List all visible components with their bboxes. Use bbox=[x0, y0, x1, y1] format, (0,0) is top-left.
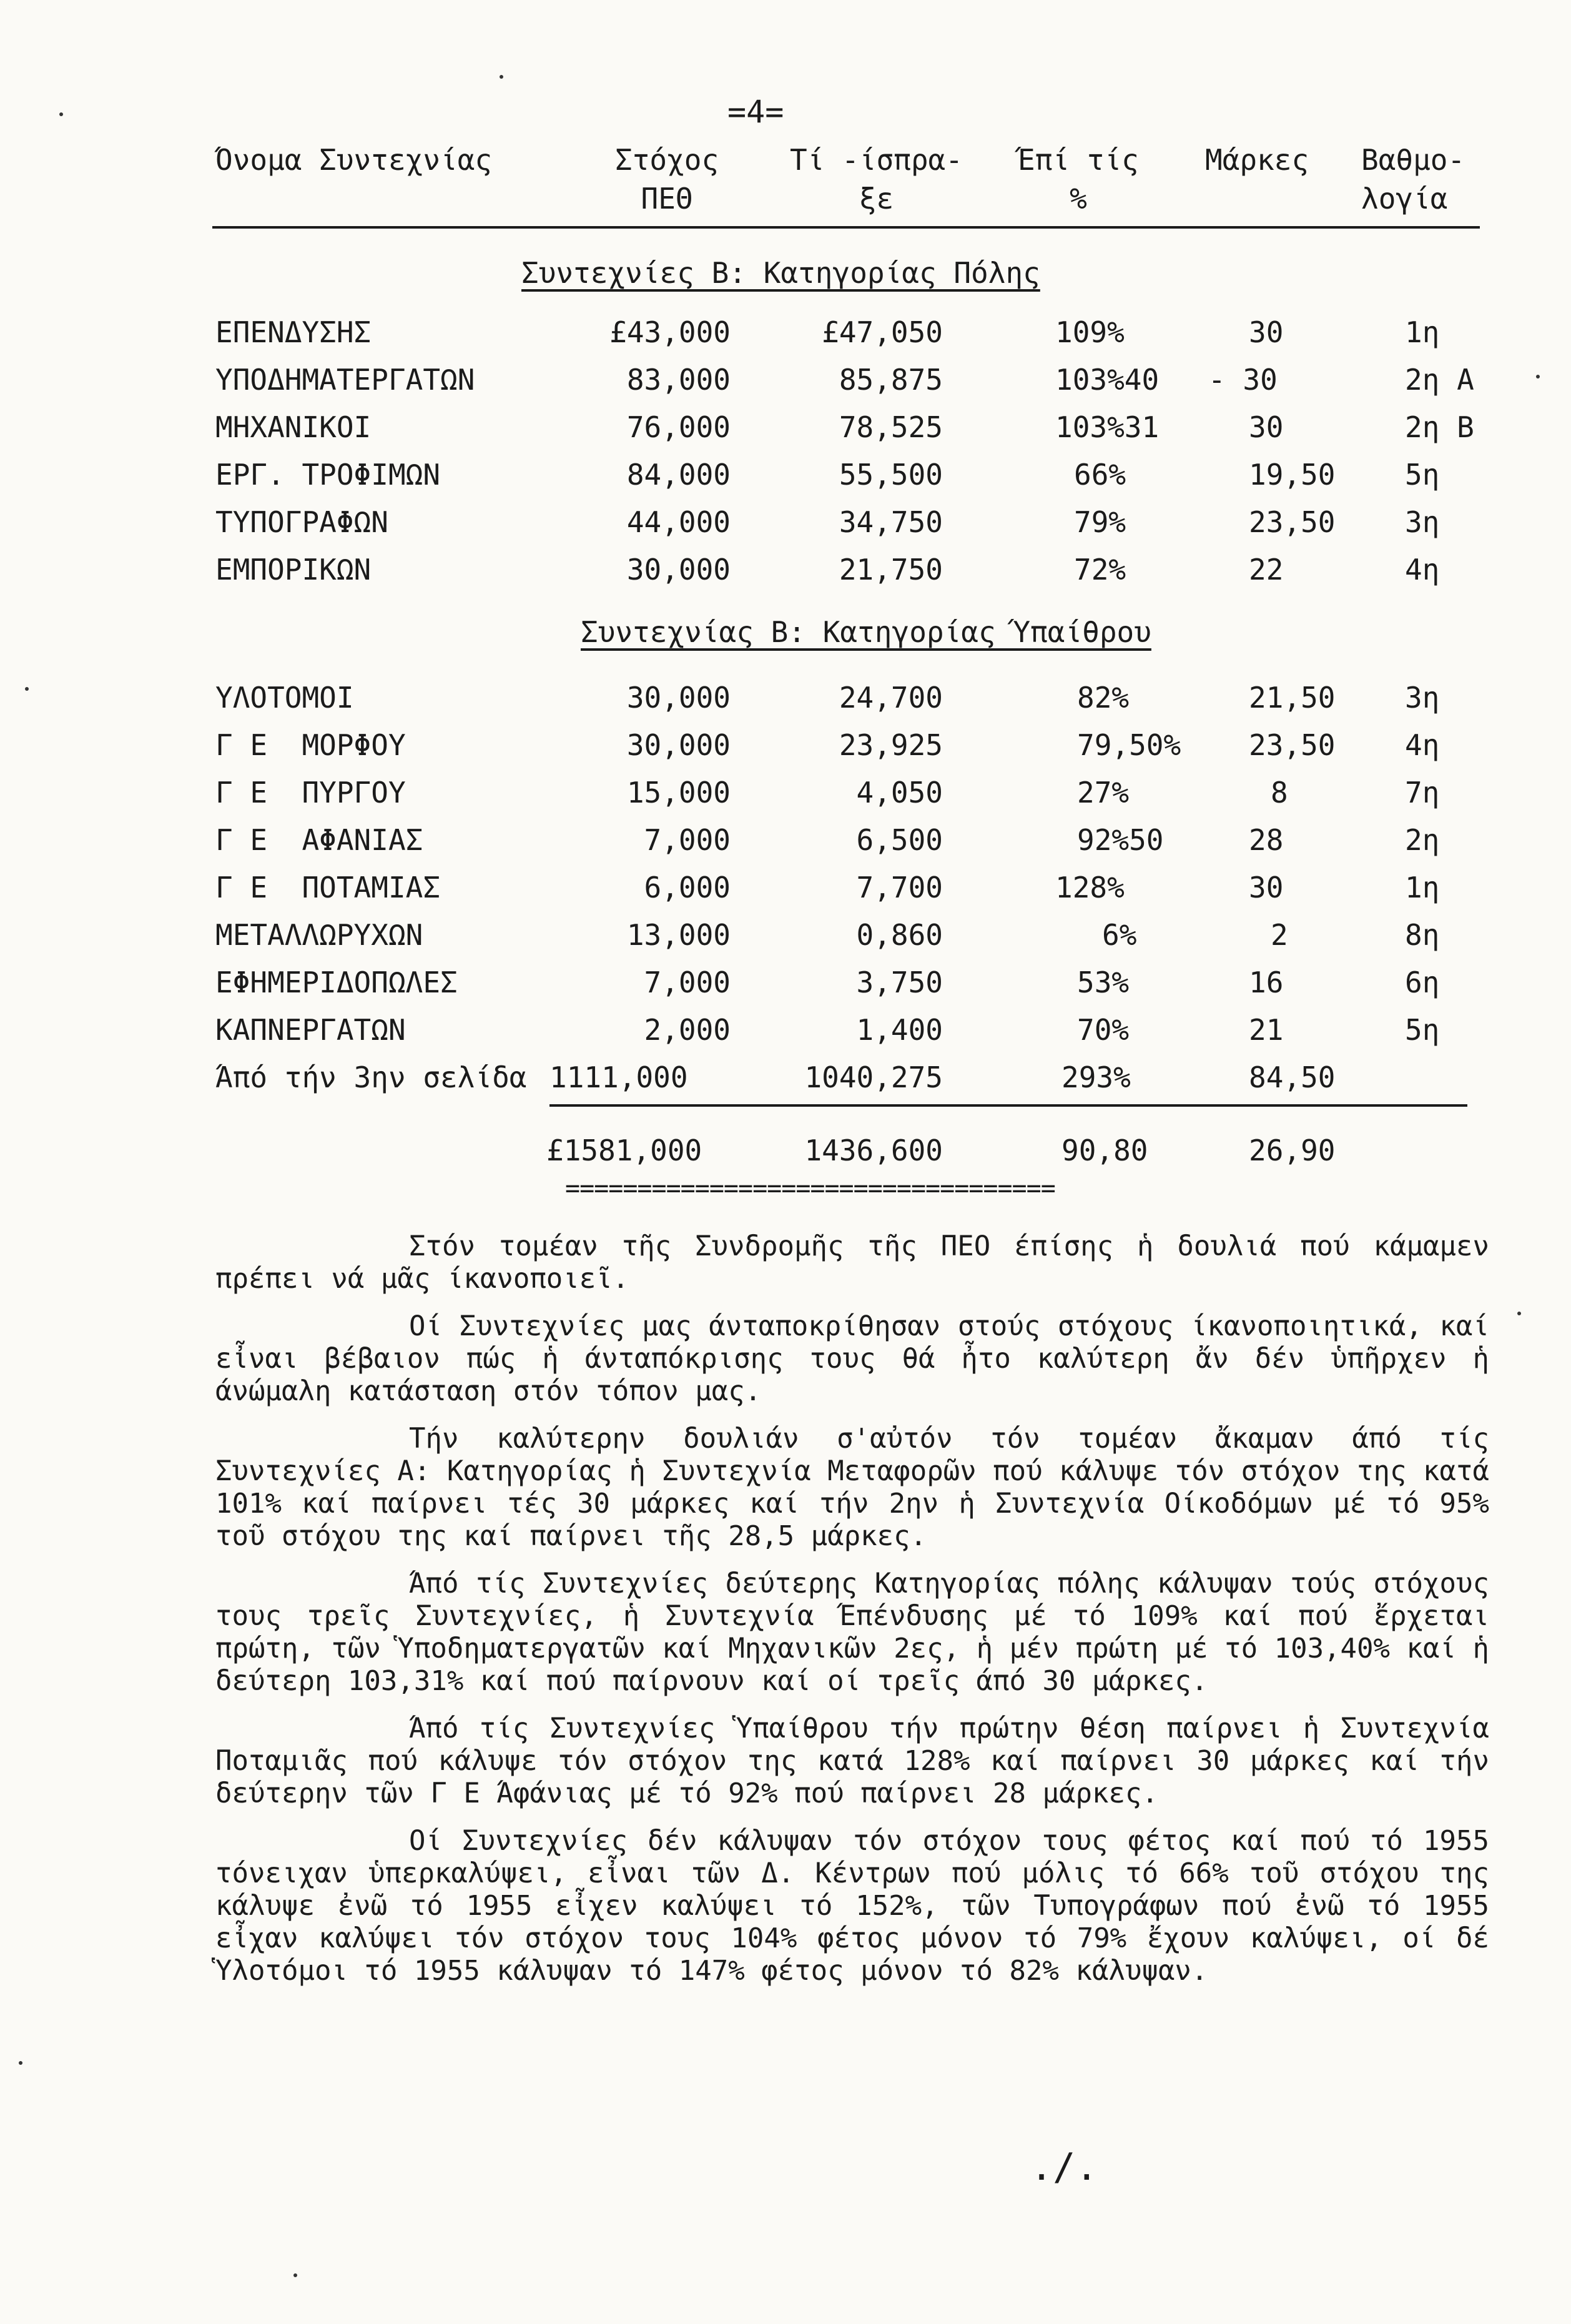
cell-percent: 70% bbox=[1077, 1013, 1130, 1047]
cell-marks: 21,50 bbox=[1249, 681, 1336, 715]
cell-target: 7,000 bbox=[644, 823, 731, 857]
paragraph: Οί Συντεχνίες δέν κάλυψαν τόν στόχον τους φέτος καί πού τό 1955 τόνειχαν ὑπερκαλύψει, εἶναι τῶν Δ. Κέντρων πού μόλις τό 66% τοῦ στόχου της κάλυψε ἐνῶ τό 1955 εἶχεν καλύψει τό 152%, τῶν Τυπογράφων πού ἐνῶ τό 1955 εἶχαν καλύψει τόν στόχον τους 104% φέτος μόνον τό 79% ἔχουν καλύψει, οί δέ Ὑλοτόμοι τό 1955 κάλυψαν τό 147% φέτος μόνον τό 82% κάλυψαν. bbox=[215, 1825, 1489, 1987]
cell-marks: 8 bbox=[1271, 776, 1288, 809]
cell-target: 84,000 bbox=[626, 458, 731, 492]
cell-percent: 103%40 bbox=[1055, 363, 1160, 397]
cell-target: 15,000 bbox=[626, 776, 731, 809]
cell-collected: 1040,275 bbox=[804, 1061, 943, 1094]
cell-percent: 92%50 bbox=[1077, 823, 1164, 857]
total-percent: 90,80 bbox=[1061, 1134, 1148, 1167]
cell-marks: 22 bbox=[1249, 553, 1284, 586]
cell-rank: 5η bbox=[1405, 458, 1440, 492]
cell-target: 1111,000 bbox=[549, 1061, 688, 1094]
cell-percent: 6% bbox=[1102, 918, 1137, 952]
cell-collected: 4,050 bbox=[856, 776, 943, 809]
table-row bbox=[0, 363, 1571, 410]
scan-speck bbox=[1517, 1312, 1521, 1315]
cell-marks: 30 bbox=[1249, 315, 1284, 349]
cell-percent: 79,50% bbox=[1077, 728, 1181, 762]
cell-name: ΕΠΕΝΔΥΣΗΣ bbox=[215, 315, 372, 349]
cell-name: ΤΥΠΟΓΡΑΦΩΝ bbox=[215, 505, 388, 539]
scan-speck bbox=[25, 687, 29, 691]
table-row bbox=[0, 505, 1571, 553]
cell-target: 76,000 bbox=[626, 410, 731, 444]
cell-marks: 19,50 bbox=[1249, 458, 1336, 492]
header-ranking: Βαθμο- λογία bbox=[1361, 143, 1465, 215]
cell-target: 7,000 bbox=[644, 966, 731, 999]
cell-rank: 2η Α bbox=[1405, 363, 1474, 397]
header-collected: Τί -ίσπρα- ξε bbox=[790, 143, 963, 215]
cell-marks: 21 bbox=[1249, 1013, 1284, 1047]
end-mark: ./. bbox=[1030, 2145, 1098, 2189]
cell-target: 83,000 bbox=[626, 363, 731, 397]
cell-collected: 0,860 bbox=[856, 918, 943, 952]
cell-collected: 7,700 bbox=[856, 871, 943, 904]
cell-name: Άπό τήν 3ην σελίδα bbox=[215, 1061, 527, 1094]
header-percent: Έπί τίς % bbox=[1018, 143, 1139, 215]
cell-target: 6,000 bbox=[644, 871, 731, 904]
header-target: Στόχος ΠΕΘ bbox=[615, 143, 719, 215]
cell-marks: 2 bbox=[1271, 918, 1288, 952]
cell-percent: 293% bbox=[1061, 1061, 1131, 1094]
cell-name: ΕΜΠΟΡΙΚΩΝ bbox=[215, 553, 372, 586]
cell-target: 44,000 bbox=[626, 505, 731, 539]
cell-rank: 1η bbox=[1405, 871, 1440, 904]
table-row bbox=[0, 966, 1571, 1013]
cell-percent: 72% bbox=[1074, 553, 1126, 586]
cell-marks: 28 bbox=[1249, 823, 1284, 857]
cell-marks: 16 bbox=[1249, 966, 1284, 999]
paragraph: Στόν τομέαν τῆς Συνδρομῆς τῆς ΠΕΟ έπίσης ἡ δουλιά πού κάμαμεν πρέπει νά μᾶς ίκανοποιεῖ. bbox=[215, 1230, 1489, 1295]
cell-rank: 3η bbox=[1405, 681, 1440, 715]
cell-name: ΥΠΟΔΗΜΑΤΕΡΓΑΤΩΝ bbox=[215, 363, 475, 397]
total-rule bbox=[549, 1104, 1467, 1107]
cell-percent: 66% bbox=[1074, 458, 1126, 492]
cell-target: 13,000 bbox=[626, 918, 731, 952]
cell-collected: 55,500 bbox=[839, 458, 943, 492]
table-row bbox=[0, 315, 1571, 363]
cell-name: ΕΡΓ. ΤΡΟΦΙΜΩΝ bbox=[215, 458, 441, 492]
cell-name: ΜΗΧΑΝΙΚΟΙ bbox=[215, 410, 372, 444]
cell-rank: 2η Β bbox=[1405, 410, 1474, 444]
cell-target: 30,000 bbox=[626, 728, 731, 762]
carry-over-row bbox=[0, 1061, 1571, 1108]
cell-target: 30,000 bbox=[626, 681, 731, 715]
cell-marks: 84,50 bbox=[1249, 1061, 1336, 1094]
cell-percent: 128% bbox=[1055, 871, 1125, 904]
cell-collected: 1,400 bbox=[856, 1013, 943, 1047]
header-name: Όνομα Συντεχνίας bbox=[215, 143, 493, 177]
cell-name: Γ Ε ΜΟΡΦΟΥ bbox=[215, 728, 406, 762]
table-row bbox=[0, 458, 1571, 505]
paragraph: Άπό τίς Συντεχνίες δεύτερης Κατηγορίας πόλης κάλυψαν τούς στόχους τους τρεῖς Συντεχνίες, ἡ Συντεχνία Έπένδυσης μέ τό 109% καί πού ἔρχεται πρώτη, τῶν Ὑποδηματεργατῶν καί Μηχανικῶν 2ες, ἡ μέν πρώτη μέ τό 103,40% καί ἡ δεύτερη 103,31% καί πού παίρνουν καί οί τρεῖς άπό 30 μάρκες. bbox=[215, 1568, 1489, 1697]
cell-percent: 109% bbox=[1055, 315, 1125, 349]
cell-collected: 34,750 bbox=[839, 505, 943, 539]
table-row bbox=[0, 410, 1571, 458]
page-number: =4= bbox=[727, 94, 784, 130]
table-row bbox=[0, 681, 1571, 728]
cell-target: 2,000 bbox=[644, 1013, 731, 1047]
cell-rank: 7η bbox=[1405, 776, 1440, 809]
cell-rank: 4η bbox=[1405, 728, 1440, 762]
cell-collected: 24,700 bbox=[839, 681, 943, 715]
cell-marks: 30 bbox=[1249, 871, 1284, 904]
scan-speck bbox=[500, 75, 503, 79]
cell-collected: 6,500 bbox=[856, 823, 943, 857]
paragraph: Τήν καλύτερην δουλιάν σ'αὐτόν τόν τομέαν ἄκαμαν άπό τίς Συντεχνίες Α: Κατηγορίας ἡ Συντεχνία Μεταφορῶν πού κάλυψε τόν στόχον της κατά 101% καί παίρνει τές 30 μάρκες καί τήν 2ην ἡ Συντεχνία Οίκοδόμων μέ τό 95% τοῦ στόχου της καί παίρνει τῆς 28,5 μάρκες. bbox=[215, 1423, 1489, 1552]
cell-name: ΜΕΤΑΛΛΩΡΥΧΩΝ bbox=[215, 918, 423, 952]
cell-collected: 85,875 bbox=[839, 363, 943, 397]
table-row bbox=[0, 776, 1571, 823]
cell-target: 30,000 bbox=[626, 553, 731, 586]
header-marks: Μάρκες bbox=[1205, 143, 1309, 177]
paragraph: Άπό τίς Συντεχνίες Ὑπαίθρου τήν πρώτην θέση παίρνει ἡ Συντεχνία Ποταμιᾶς πού κάλυψε τόν στόχον της κατά 128% καί παίρνει 30 μάρκες καί τήν δεύτερην τῶν Γ Ε Άφάνιας μέ τό 92% πού παίρνει 28 μάρκες. bbox=[215, 1713, 1489, 1809]
body-text bbox=[215, 1230, 1489, 2002]
cell-marks: 23,50 bbox=[1249, 728, 1336, 762]
header-rule bbox=[212, 226, 1480, 229]
cell-collected: 23,925 bbox=[839, 728, 943, 762]
cell-collected: 78,525 bbox=[839, 410, 943, 444]
cell-name: Γ Ε ΑΦΑΝΙΑΣ bbox=[215, 823, 423, 857]
cell-rank: 5η bbox=[1405, 1013, 1440, 1047]
cell-marks: 23,50 bbox=[1249, 505, 1336, 539]
table-row bbox=[0, 728, 1571, 776]
cell-rank: 3η bbox=[1405, 505, 1440, 539]
table-row bbox=[0, 1013, 1571, 1061]
cell-rank: 6η bbox=[1405, 966, 1440, 999]
cell-percent: 82% bbox=[1077, 681, 1130, 715]
cell-marks: 30 bbox=[1249, 410, 1284, 444]
cell-percent: 79% bbox=[1074, 505, 1126, 539]
scan-speck bbox=[1536, 375, 1540, 378]
section1-title: Συντεχνίες Β: Κατηγορίας Πόλης bbox=[521, 256, 1040, 290]
table-row bbox=[0, 871, 1571, 918]
cell-collected: £47,050 bbox=[822, 315, 943, 349]
cell-name: Γ Ε ΠΥΡΓΟΥ bbox=[215, 776, 406, 809]
cell-collected: 21,750 bbox=[839, 553, 943, 586]
cell-rank: 2η bbox=[1405, 823, 1440, 857]
scan-speck bbox=[59, 112, 63, 116]
total-collected: 1436,600 bbox=[804, 1134, 943, 1167]
paragraph: Οί Συντεχνίες μας άνταποκρίθησαν στούς στόχους ίκανοποιητικά, καί εἶναι βέβαιον πώς ἡ άνταπόκρισης τους θά ἦτο καλύτερη ἄν δέν ὑπῆρχεν ἡ άνώμαλη κατάσταση στόν τόπον μας. bbox=[215, 1310, 1489, 1407]
table-row bbox=[0, 553, 1571, 600]
cell-name: ΚΑΠΝΕΡΓΑΤΩΝ bbox=[215, 1013, 406, 1047]
cell-rank: 1η bbox=[1405, 315, 1440, 349]
cell-name: ΥΛΟΤΟΜΟΙ bbox=[215, 681, 354, 715]
cell-collected: 3,750 bbox=[856, 966, 943, 999]
cell-percent: 53% bbox=[1077, 966, 1130, 999]
cell-name: Γ Ε ΠΟΤΑΜΙΑΣ bbox=[215, 871, 441, 904]
scan-speck bbox=[19, 2061, 22, 2065]
total-marks: 26,90 bbox=[1249, 1134, 1336, 1167]
section2-title: Συντεχνίας Β: Κατηγορίας Ύπαίθρου bbox=[581, 615, 1151, 649]
cell-marks: - 30 bbox=[1208, 363, 1278, 397]
cell-percent: 27% bbox=[1077, 776, 1130, 809]
cell-percent: 103%31 bbox=[1055, 410, 1160, 444]
cell-rank: 4η bbox=[1405, 553, 1440, 586]
double-rule: ================================== bbox=[565, 1174, 1055, 1203]
cell-rank: 8η bbox=[1405, 918, 1440, 952]
cell-target: £43,000 bbox=[609, 315, 731, 349]
table-row bbox=[0, 918, 1571, 966]
scan-speck bbox=[293, 2273, 297, 2277]
cell-name: ΕΦΗΜΕΡΙΔΟΠΩΛΕΣ bbox=[215, 966, 458, 999]
total-target: £1581,000 bbox=[546, 1134, 702, 1167]
table-row bbox=[0, 823, 1571, 871]
